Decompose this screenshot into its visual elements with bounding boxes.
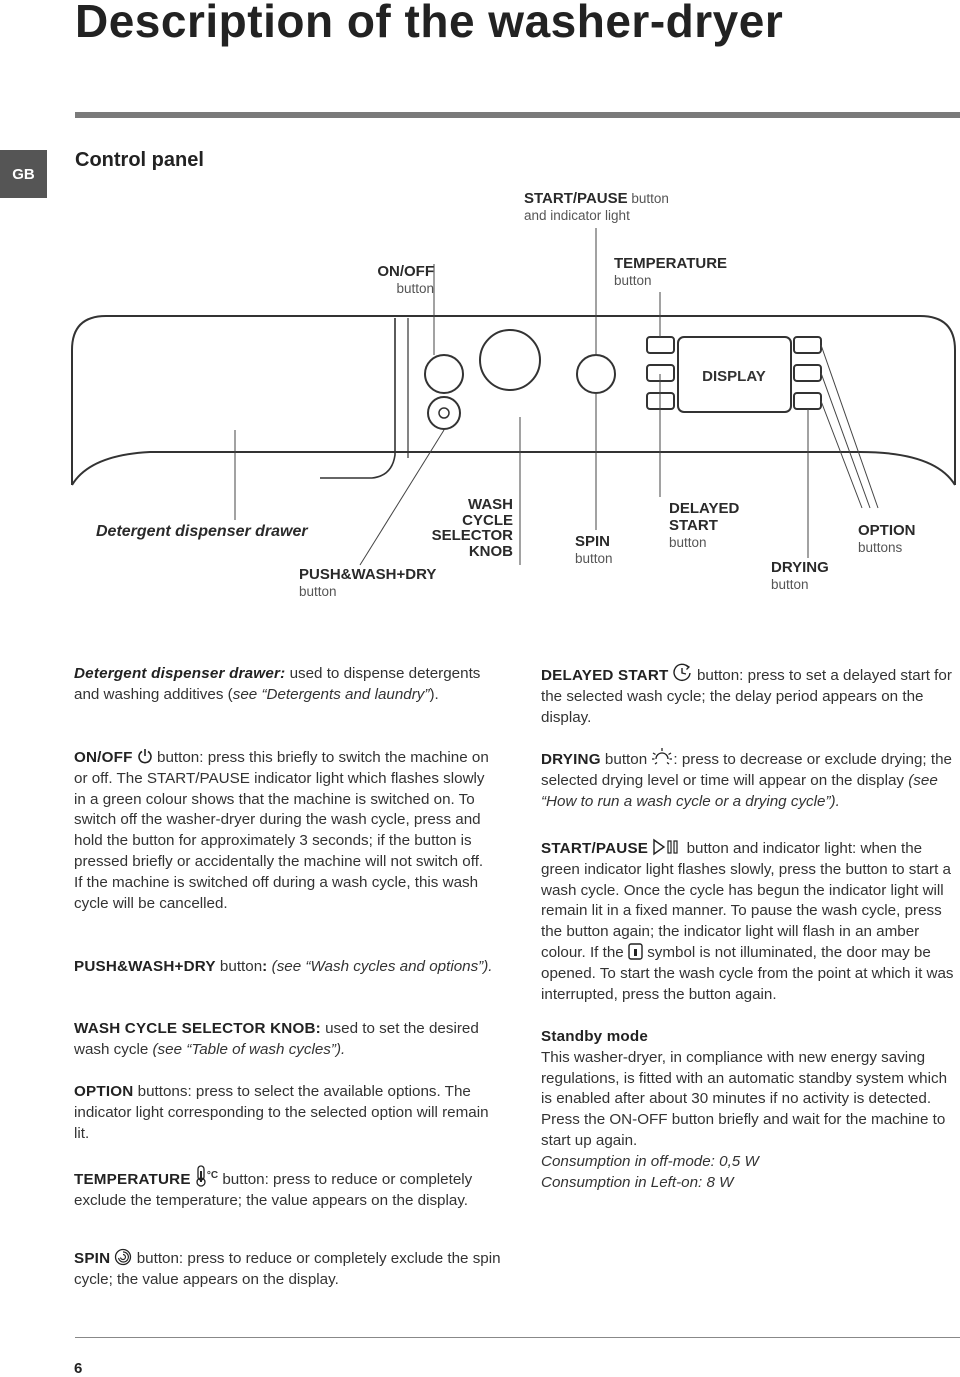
desc-on-off: ON/OFF button: press this briefly to switch the machine on or off. The START/PAUSE indicator light which flashes slowly in a green colour shows that the machine is switched on. To switch off the washer-dryer during the wash cycle, press and hold the button for approximately 3 seconds; if the button is pressed briefly or accidentally the machine will not switch off. If the machine is switched off during a wash cycle, this wash cycle will be cancelled. (74, 749, 489, 912)
standby-title: Standby mode (541, 1028, 649, 1045)
desc-wash-cycle-knob: WASH CYCLE SELECTOR KNOB: used to set the desired wash cycle (see “Table of wash cycles”). (74, 1020, 479, 1058)
play-pause-icon (652, 838, 682, 856)
desc-option: OPTION buttons: press to select the available options. The indicator light corresponding to the selected option will remain lit. (74, 1083, 489, 1142)
option-key-left-1 (647, 337, 674, 353)
on-off-button-shape (425, 355, 463, 393)
desc-spin: SPIN button: press to reduce or completely exclude the spin cycle; the value appears on the display. (74, 1250, 501, 1288)
desc-detergent-drawer: Detergent dispenser drawer: used to dispense detergents and washing additives (see “Detergents and laundry”). (74, 665, 481, 703)
language-tab: GB (0, 150, 47, 198)
label-on-off: ON/OFF button (377, 263, 434, 296)
option-key-right-1 (794, 337, 821, 353)
panel-bottom-curve (72, 452, 955, 485)
spin-icon (114, 1248, 132, 1266)
power-icon (137, 748, 153, 765)
page-number: 6 (74, 1360, 83, 1377)
label-push-wash-dry: PUSH&WASH+DRY button (299, 566, 437, 599)
label-start-pause: START/PAUSE button and indicator light (524, 190, 669, 223)
label-delayed-start: DELAYED START button (669, 500, 740, 550)
desc-start-pause: START/PAUSE button and indicator light: when the green indicator light flashes slowly, press the button to start a wash cycle. Once the cycle has begun the indicator light will remain lit in a fixed manner. To pause the wash cycle, press the button again; the indicator light will flash in an amber colour. If the symbol is not illuminated, the door may be opened. To start the wash cycle from the point at which it was interrupted, press the button again. (541, 840, 954, 1003)
drying-sun-icon (651, 747, 673, 767)
option-key-right-3 (794, 393, 821, 409)
leader-option-1 (821, 345, 878, 508)
section-title: Control panel (75, 149, 204, 171)
push-wash-dry-button-shape (428, 397, 460, 429)
label-detergent-drawer: Detergent dispenser drawer (96, 523, 308, 540)
label-temperature: TEMPERATURE button (614, 255, 728, 288)
desc-standby: Standby mode This washer-dryer, in compliance with new energy saving regulations, is fitted with an automatic standby system which is enabled after about 30 minutes if no activity is detected. Press the ON-OFF button briefly and wait for the machine to start up again. Consumption in off-mode: 0,5 W Consumption in Left-on: 8 W (541, 1028, 948, 1191)
door-lock-icon (628, 943, 643, 960)
clock-icon (673, 663, 693, 683)
label-wash-cycle-knob: WASH CYCLE SELECTOR KNOB (431, 496, 513, 560)
label-spin: SPIN button (575, 533, 613, 566)
footer-divider (75, 1337, 960, 1338)
page-title: Description of the washer-dryer (75, 0, 784, 47)
spin-button-shape (577, 355, 615, 393)
label-drying: DRYING button (771, 559, 829, 592)
desc-drying: DRYING button : press to decrease or exclude drying; the selected drying level or time will appear on the display (see “How to run a wash cycle or a drying cycle”). (541, 747, 960, 812)
desc-push-wash-dry: PUSH&WASH+DRY button: (see “Wash cycles and options”). (74, 958, 493, 975)
desc-temperature: TEMPERATURE $^{^\circ C}$ button: press to reduce or completely exclude the temperature; the value appears on the display. (74, 1165, 494, 1212)
desc-delayed-start: DELAYED START button: press to set a delayed start for the selected wash cycle; the delay period appears on the display. (541, 663, 960, 728)
leader-option-3 (821, 401, 862, 508)
drawer-edge (320, 318, 395, 478)
leader-option-2 (821, 373, 870, 508)
label-option: OPTION buttons (858, 522, 916, 555)
thermometer-icon (195, 1165, 207, 1187)
selector-knob-shape (480, 330, 540, 390)
option-key-right-2 (794, 365, 821, 381)
display-label: DISPLAY (702, 368, 766, 385)
